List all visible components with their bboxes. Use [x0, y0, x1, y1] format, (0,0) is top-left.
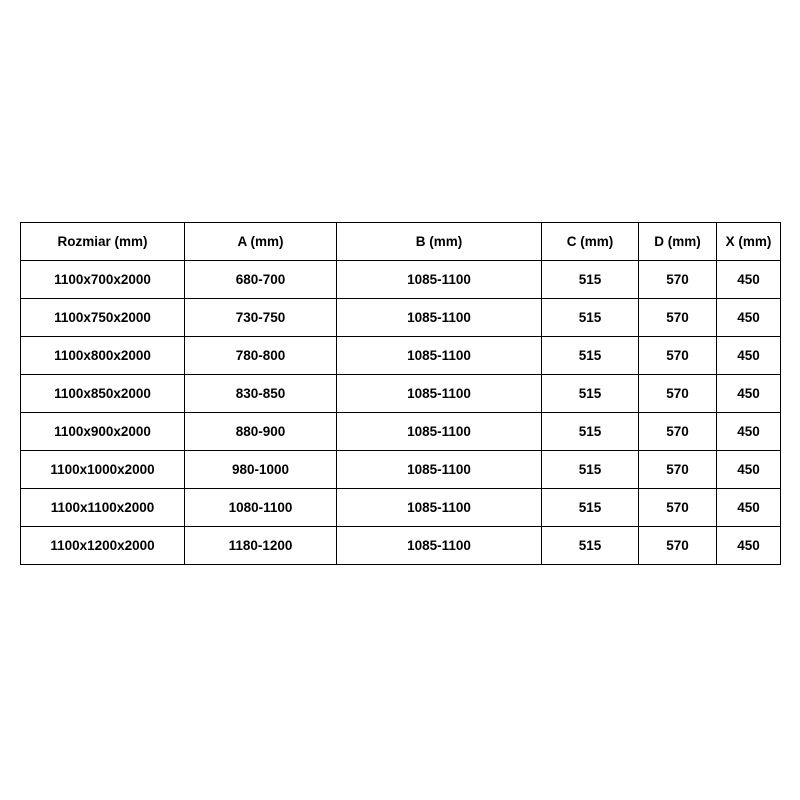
cell-rozmiar: 1100x850x2000	[21, 375, 185, 413]
cell-b: 1085-1100	[337, 451, 542, 489]
column-header-c: C (mm)	[542, 223, 639, 261]
cell-d: 570	[639, 489, 717, 527]
cell-d: 570	[639, 451, 717, 489]
cell-rozmiar: 1100x900x2000	[21, 413, 185, 451]
cell-d: 570	[639, 375, 717, 413]
cell-x: 450	[717, 337, 781, 375]
cell-x: 450	[717, 489, 781, 527]
cell-x: 450	[717, 527, 781, 565]
cell-x: 450	[717, 451, 781, 489]
cell-d: 570	[639, 413, 717, 451]
cell-a: 880-900	[185, 413, 337, 451]
cell-rozmiar: 1100x800x2000	[21, 337, 185, 375]
cell-a: 680-700	[185, 261, 337, 299]
cell-b: 1085-1100	[337, 527, 542, 565]
cell-c: 515	[542, 337, 639, 375]
column-header-rozmiar: Rozmiar (mm)	[21, 223, 185, 261]
cell-rozmiar: 1100x1100x2000	[21, 489, 185, 527]
cell-a: 1180-1200	[185, 527, 337, 565]
column-header-a: A (mm)	[185, 223, 337, 261]
cell-b: 1085-1100	[337, 337, 542, 375]
cell-rozmiar: 1100x1200x2000	[21, 527, 185, 565]
cell-b: 1085-1100	[337, 489, 542, 527]
cell-d: 570	[639, 299, 717, 337]
cell-x: 450	[717, 413, 781, 451]
cell-a: 730-750	[185, 299, 337, 337]
table-row	[21, 261, 781, 299]
cell-c: 515	[542, 299, 639, 337]
cell-a: 780-800	[185, 337, 337, 375]
cell-b: 1085-1100	[337, 375, 542, 413]
cell-c: 515	[542, 261, 639, 299]
cell-x: 450	[717, 299, 781, 337]
table-row	[21, 527, 781, 565]
column-header-d: D (mm)	[639, 223, 717, 261]
cell-b: 1085-1100	[337, 299, 542, 337]
cell-a: 830-850	[185, 375, 337, 413]
cell-rozmiar: 1100x750x2000	[21, 299, 185, 337]
specification-table	[20, 222, 781, 565]
cell-d: 570	[639, 527, 717, 565]
cell-d: 570	[639, 337, 717, 375]
table-row	[21, 451, 781, 489]
cell-a: 1080-1100	[185, 489, 337, 527]
table-row	[21, 413, 781, 451]
cell-rozmiar: 1100x1000x2000	[21, 451, 185, 489]
cell-b: 1085-1100	[337, 261, 542, 299]
cell-x: 450	[717, 375, 781, 413]
column-header-x: X (mm)	[717, 223, 781, 261]
cell-c: 515	[542, 451, 639, 489]
table-row	[21, 375, 781, 413]
cell-rozmiar: 1100x700x2000	[21, 261, 185, 299]
table-header-row	[21, 223, 781, 261]
cell-c: 515	[542, 489, 639, 527]
table-row	[21, 299, 781, 337]
cell-x: 450	[717, 261, 781, 299]
table-row	[21, 489, 781, 527]
cell-d: 570	[639, 261, 717, 299]
cell-c: 515	[542, 375, 639, 413]
cell-a: 980-1000	[185, 451, 337, 489]
table-row	[21, 337, 781, 375]
cell-b: 1085-1100	[337, 413, 542, 451]
specification-table-container	[20, 222, 780, 565]
cell-c: 515	[542, 527, 639, 565]
column-header-b: B (mm)	[337, 223, 542, 261]
cell-c: 515	[542, 413, 639, 451]
